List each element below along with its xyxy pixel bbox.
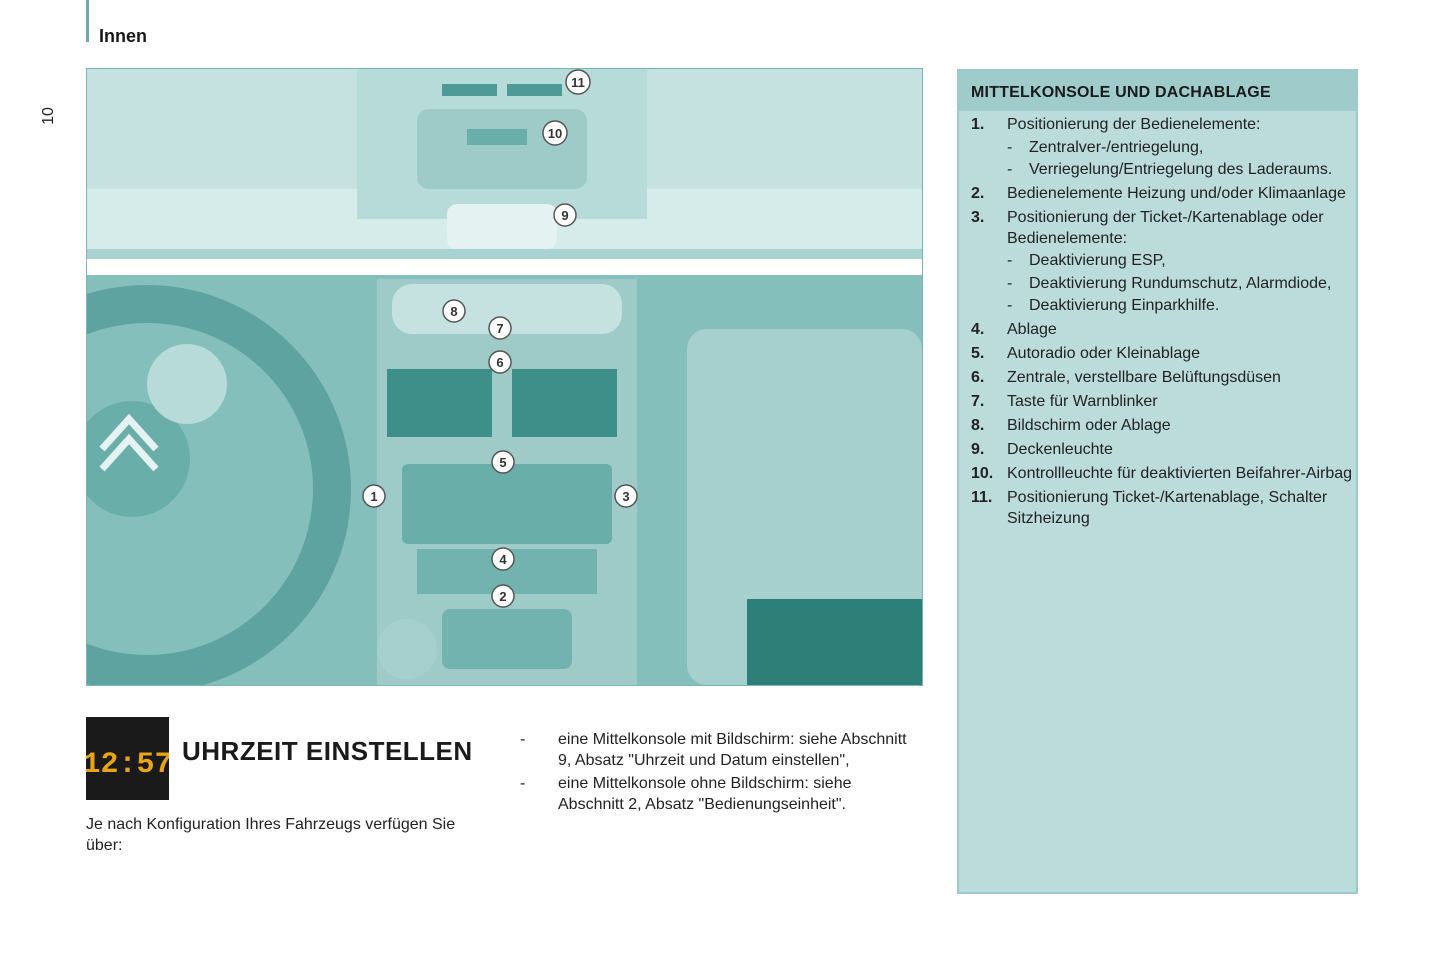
clock-option [520, 730, 910, 771]
ceiling-light [447, 204, 557, 249]
legend-panel [957, 69, 1358, 894]
legend-number: 7. [971, 393, 985, 410]
clock-option [520, 774, 910, 815]
legend-text: Positionierung der Bedienelemente: [1007, 116, 1261, 133]
legend-text: Autoradio oder Kleinablage [1007, 345, 1201, 362]
left-sunvisor [87, 69, 387, 199]
legend-text: Positionierung Ticket-/Kartenablage, Schalter Sitzheizung [1007, 489, 1328, 527]
marker-label-2: 2 [499, 589, 507, 604]
bullet-dash: - [520, 775, 526, 792]
legend-number: 3. [971, 209, 985, 226]
clock-section-title: UHRZEIT EINSTELLEN [182, 736, 473, 766]
legend-item [959, 208, 1356, 317]
clock-option-text: eine Mittelkonsole mit Bildschirm: siehe Abschnitt 9, Absatz "Uhrzeit und Datum einstellen", [558, 731, 907, 769]
clock-option-text: eine Mittelkonsole ohne Bildschirm: siehe Abschnitt 2, Absatz "Bedienungseinheit". [558, 775, 852, 813]
airbag-indicator [467, 129, 527, 145]
interior-drawing [87, 69, 922, 685]
glovebox-shadow [747, 599, 922, 685]
legend-number: 1. [971, 116, 985, 133]
section-title: Innen [99, 26, 147, 46]
legend-subitem-text: Verriegelung/Entriegelung des Laderaums. [1029, 161, 1333, 178]
marker-label-7: 7 [496, 321, 504, 336]
legend-item [959, 184, 1356, 205]
legend-text: Zentrale, verstellbare Belüftungsdüsen [1007, 369, 1281, 386]
legend-subitem-text: Zentralver-/entriegelung, [1029, 138, 1204, 156]
legend-number: 6. [971, 369, 985, 386]
speedometer [147, 344, 227, 424]
vent-left [387, 369, 492, 437]
legend-text: Ablage [1007, 321, 1057, 338]
legend-item [959, 416, 1356, 437]
legend-item [959, 440, 1356, 461]
legend-item [959, 464, 1356, 485]
legend-subitem: - Verriegelung/Entriegelung des Laderaums. [1007, 161, 1333, 178]
legend-item [959, 392, 1356, 413]
legend-subitem: - Deaktivierung Einparkhilfe. [1007, 297, 1220, 314]
legend-item [959, 115, 1356, 181]
legend-text: Kontrollleuchte für deaktivierten Beifahrer-Airbag [1007, 465, 1353, 482]
storage-slot-left [442, 84, 497, 96]
marker-label-1: 1 [370, 489, 378, 504]
legend-number: 9. [971, 441, 985, 458]
legend-item [959, 320, 1356, 341]
legend-item [959, 344, 1356, 365]
legend-text: Bedienelemente Heizung und/oder Klimaanlage [1007, 185, 1346, 202]
legend-subitem-text: Deaktivierung ESP, [1029, 252, 1166, 269]
marker-label-8: 8 [450, 304, 458, 319]
overhead-storage [417, 109, 587, 189]
legend-text: Taste für Warnblinker [1007, 393, 1158, 410]
legend-subitem: - Deaktivierung ESP, [1007, 252, 1166, 269]
vent-right [512, 369, 617, 437]
separator-band [87, 259, 922, 275]
storage-slot-right [507, 84, 562, 96]
marker-label-5: 5 [499, 455, 507, 470]
legend-number: 10. [971, 465, 994, 482]
legend-number: 11. [971, 489, 993, 506]
legend-list [959, 111, 1356, 529]
marker-label-10: 10 [547, 126, 563, 141]
legend-number: 4. [971, 321, 985, 338]
marker-label-3: 3 [622, 489, 630, 504]
interior-illustration [86, 68, 923, 686]
legend-subitem: - Zentralver-/entriegelung, [1007, 138, 1204, 156]
legend-subitem: - Deaktivierung Rundumschutz, Alarmdiode, [1007, 274, 1332, 292]
section-accent-bar [86, 0, 89, 42]
marker-label-6: 6 [496, 355, 504, 370]
bullet-dash: - [520, 731, 526, 748]
marker-label-4: 4 [499, 552, 507, 567]
legend-item [959, 488, 1356, 529]
legend-number: 2. [971, 185, 985, 202]
legend-title: MITTELKONSOLE UND DACHABLAGE [959, 71, 1356, 111]
clock-display-icon [86, 717, 169, 800]
legend-text: Bildschirm oder Ablage [1007, 417, 1171, 434]
gear-knob [377, 619, 437, 679]
clock-intro: Je nach Konfiguration Ihres Fahrzeugs verfügen Sie über: [86, 816, 456, 854]
legend-item [959, 368, 1356, 389]
legend-text: Deckenleuchte [1007, 441, 1113, 458]
clock-digits: 12:57 [86, 748, 169, 782]
clock-options-list [520, 730, 910, 818]
right-sunvisor [647, 69, 922, 199]
radio-unit [402, 464, 612, 544]
legend-subitem-text: Deaktivierung Rundumschutz, Alarmdiode, [1029, 274, 1332, 292]
climate-controls [442, 609, 572, 669]
legend-number: 5. [971, 345, 985, 362]
marker-label-11: 11 [571, 75, 585, 90]
page-number: 10 [40, 107, 57, 125]
legend-subitem-text: Deaktivierung Einparkhilfe. [1029, 297, 1220, 314]
marker-label-9: 9 [561, 208, 569, 223]
legend-text: Positionierung der Ticket-/Kartenablage oder Bedienelemente: [1007, 209, 1324, 247]
legend-number: 8. [971, 417, 985, 434]
